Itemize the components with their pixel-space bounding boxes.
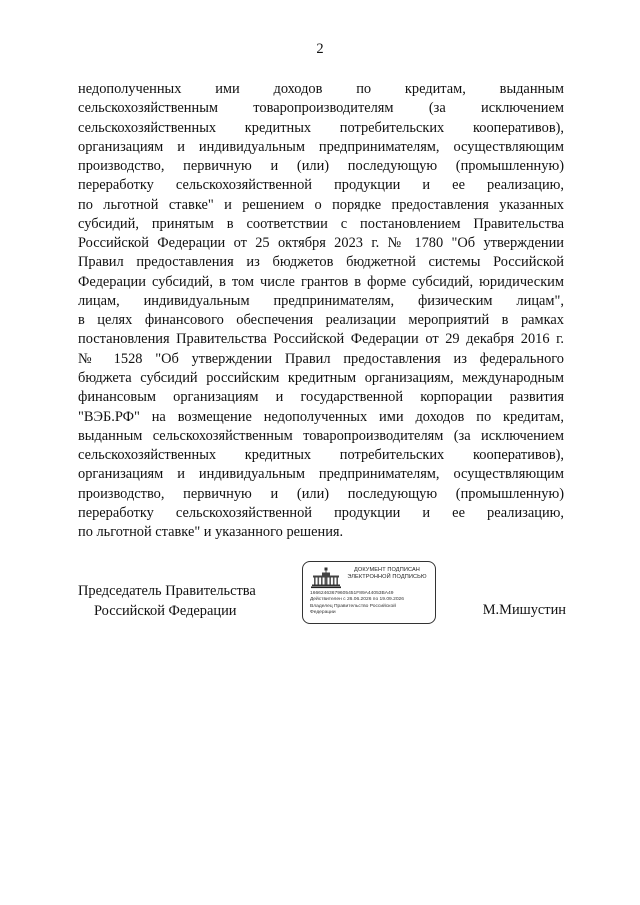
certificate-number: 16662463679605451F89A44053BA49 — [310, 591, 394, 596]
body-line: по льготной ставке" и решением о порядке предоставления указанных — [78, 196, 564, 213]
certificate-owner: Владелец Правительство Российской — [310, 603, 396, 609]
body-line: финансовым организациям и государственной корпорации развития — [78, 389, 564, 406]
body-line: № 1528 "Об утверждении Правил предоставления из федерального — [78, 350, 564, 367]
stamp-title-line: ЭЛЕКТРОННОЙ ПОДПИСЬЮ — [347, 574, 427, 580]
body-line: лицам, индивидуальным предпринимателям, физическим лицам", — [78, 292, 564, 309]
body-line: бюджета субсидий российским кредитным организациям, международным — [78, 369, 564, 386]
government-building-icon — [311, 567, 341, 589]
body-line: Российской Федерации от 25 октября 2023 г. № 1780 "Об утверждении — [78, 235, 564, 252]
signatory-position — [78, 582, 278, 621]
body-line: организациям и индивидуальным предпринимателям, осуществляющим — [78, 138, 564, 155]
body-line: недополученных ими доходов по кредитам, выданным — [78, 81, 564, 97]
body-line: сельскохозяйственным товаропроизводителям (за исключением — [78, 100, 564, 117]
body-line: производство, первичную и (или) последующую (промышленную) — [78, 158, 564, 175]
body-line: Правил предоставления из бюджетов бюджетной системы Российской — [78, 254, 564, 271]
stamp-title — [341, 567, 433, 581]
signatory-name: М.Мишустин — [482, 602, 566, 618]
stamp-details — [310, 591, 434, 616]
body-line: субсидий, принятым в соответствии с постановлением Правительства — [78, 215, 564, 232]
body-line: постановления Правительства Российской Федерации от 29 декабря 2016 г. — [78, 331, 564, 348]
validity-period: Действителен с 26.06.2026 по 19.09.2026 — [310, 597, 404, 603]
electronic-signature-stamp — [302, 561, 436, 624]
body-line: выданным сельскохозяйственным товаропроизводителям (за исключением — [78, 427, 564, 444]
body-line: производство, первичную и (или) последующую (промышленную) — [78, 485, 564, 502]
body-line: "ВЭБ.РФ" на возмещение недополученных ими доходов по кредитам, — [78, 408, 564, 425]
body-line: организациям и индивидуальным предпринимателям, осуществляющим — [78, 466, 564, 483]
body-line: переработку сельскохозяйственной продукции и ее реализацию, — [78, 177, 564, 194]
body-line: сельскохозяйственных кредитных потребительских кооперативов), — [78, 119, 564, 136]
certificate-owner: Федерации — [310, 609, 336, 615]
body-line: переработку сельскохозяйственной продукции и ее реализацию, — [78, 504, 564, 521]
document-body — [78, 80, 564, 542]
page-number: 2 — [316, 41, 324, 57]
body-line: Федерации субсидий, в том числе грантов в форме субсидий, юридическим — [78, 273, 564, 290]
body-line: по льготной ставке" и указанного решения. — [78, 524, 344, 541]
position-line: Председатель Правительства — [78, 583, 256, 599]
body-line: сельскохозяйственных кредитных потребительских кооперативов), — [78, 447, 564, 464]
stamp-title-line: ДОКУМЕНТ ПОДПИСАН — [354, 567, 420, 573]
body-line: в целях финансового обеспечения реализации мероприятий в рамках — [78, 312, 564, 329]
position-line: Российской Федерации — [94, 602, 237, 619]
